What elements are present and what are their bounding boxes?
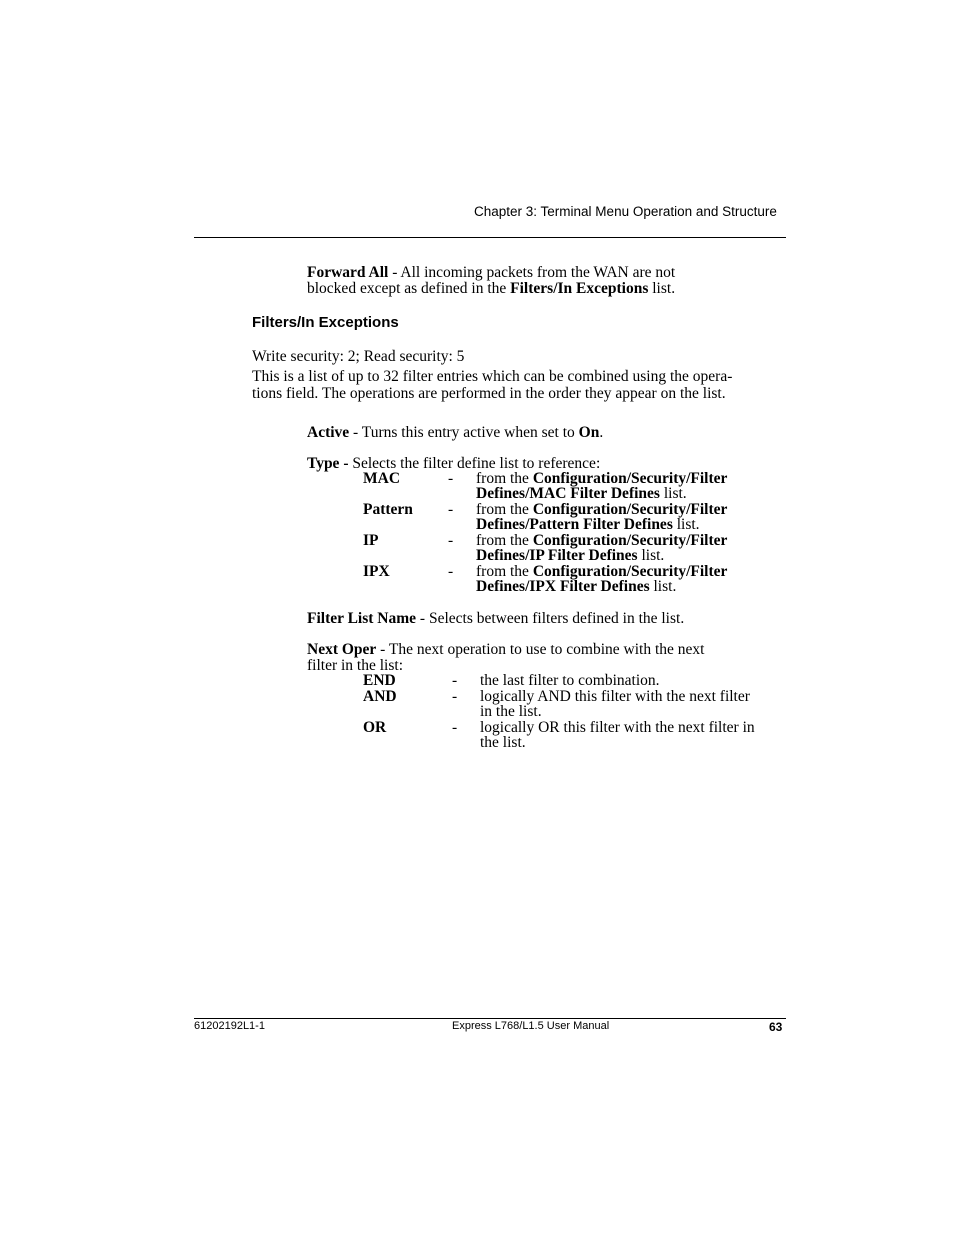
active-line bbox=[307, 425, 603, 441]
section-heading: Filters/In Exceptions bbox=[252, 314, 399, 331]
forward-all-ref: Filters/In Exceptions bbox=[510, 280, 649, 297]
oper-item-desc2: the list. bbox=[480, 734, 526, 751]
active-end: . bbox=[599, 424, 604, 441]
oper-item-dash: - bbox=[452, 688, 458, 705]
type-item-name: Pattern bbox=[363, 501, 413, 518]
footer-page-number: 63 bbox=[769, 1020, 783, 1034]
active-term: Active bbox=[307, 424, 350, 441]
oper-item-desc2: in the list. bbox=[480, 703, 542, 720]
security-line: Write security: 2; Read security: 5 bbox=[252, 348, 465, 365]
forward-all-line1 bbox=[307, 265, 675, 281]
type-item-dash: - bbox=[448, 470, 454, 487]
oper-item-desc1: logically AND this filter with the next filter bbox=[480, 688, 750, 705]
active-value: On bbox=[578, 424, 600, 441]
type-item-desc1: from the Configuration/Security/Filter bbox=[476, 563, 728, 580]
header-divider bbox=[194, 237, 786, 238]
type-item-dash: - bbox=[448, 563, 454, 580]
forward-all-desc1: - All incoming packets from the WAN are not bbox=[388, 264, 676, 281]
type-desc: Selects the filter define list to reference: bbox=[348, 455, 601, 472]
filter-list-name-line bbox=[307, 611, 684, 627]
next-oper-line1 bbox=[307, 642, 704, 658]
next-oper-term: Next Oper bbox=[307, 641, 377, 658]
filter-list-name-term: Filter List Name bbox=[307, 610, 417, 627]
next-oper-line2: filter in the list: bbox=[307, 657, 403, 674]
oper-item-name: OR bbox=[363, 719, 387, 736]
type-item-desc2: Defines/IP Filter Defines list. bbox=[476, 547, 665, 564]
type-item-desc2: Defines/Pattern Filter Defines list. bbox=[476, 516, 700, 533]
type-item-desc2: Defines/MAC Filter Defines list. bbox=[476, 485, 687, 502]
description-line2: tions field. The operations are performed in the order they appear on the list. bbox=[252, 385, 726, 402]
type-item-name: MAC bbox=[363, 470, 401, 487]
oper-item-dash: - bbox=[452, 672, 458, 689]
oper-item-desc1: logically OR this filter with the next filter in bbox=[480, 719, 755, 736]
type-item-dash: - bbox=[448, 532, 454, 549]
type-term: Type - bbox=[307, 455, 349, 472]
forward-all-line2 bbox=[307, 281, 675, 297]
type-item-name: IPX bbox=[363, 563, 390, 580]
chapter-header: Chapter 3: Terminal Menu Operation and Structure bbox=[474, 204, 777, 219]
type-item-desc1: from the Configuration/Security/Filter bbox=[476, 532, 728, 549]
type-item-name: IP bbox=[363, 532, 379, 549]
active-desc: - Turns this entry active when set to bbox=[349, 424, 579, 441]
filter-list-name-desc: - Selects between filters defined in the list. bbox=[416, 610, 685, 627]
type-item-desc2: Defines/IPX Filter Defines list. bbox=[476, 578, 677, 595]
footer-doc-number: 61202192L1-1 bbox=[194, 1020, 265, 1032]
type-item-desc1: from the Configuration/Security/Filter bbox=[476, 470, 728, 487]
forward-all-desc3: list. bbox=[648, 280, 676, 297]
oper-item-name: AND bbox=[363, 688, 397, 705]
type-item-desc1: from the Configuration/Security/Filter bbox=[476, 501, 728, 518]
next-oper-desc1: - The next operation to use to combine with the next bbox=[376, 641, 705, 658]
footer-divider bbox=[194, 1018, 786, 1019]
description-line1: This is a list of up to 32 filter entries which can be combined using the opera- bbox=[252, 368, 733, 385]
oper-item-dash: - bbox=[452, 719, 458, 736]
type-item-dash: - bbox=[448, 501, 454, 518]
forward-all-desc2: blocked except as defined in the bbox=[307, 280, 511, 297]
footer-manual-title: Express L768/L1.5 User Manual bbox=[452, 1020, 610, 1032]
forward-all-term: Forward All bbox=[307, 264, 389, 281]
oper-item-name: END bbox=[363, 672, 396, 689]
oper-item-desc1: the last filter to combination. bbox=[480, 672, 660, 689]
